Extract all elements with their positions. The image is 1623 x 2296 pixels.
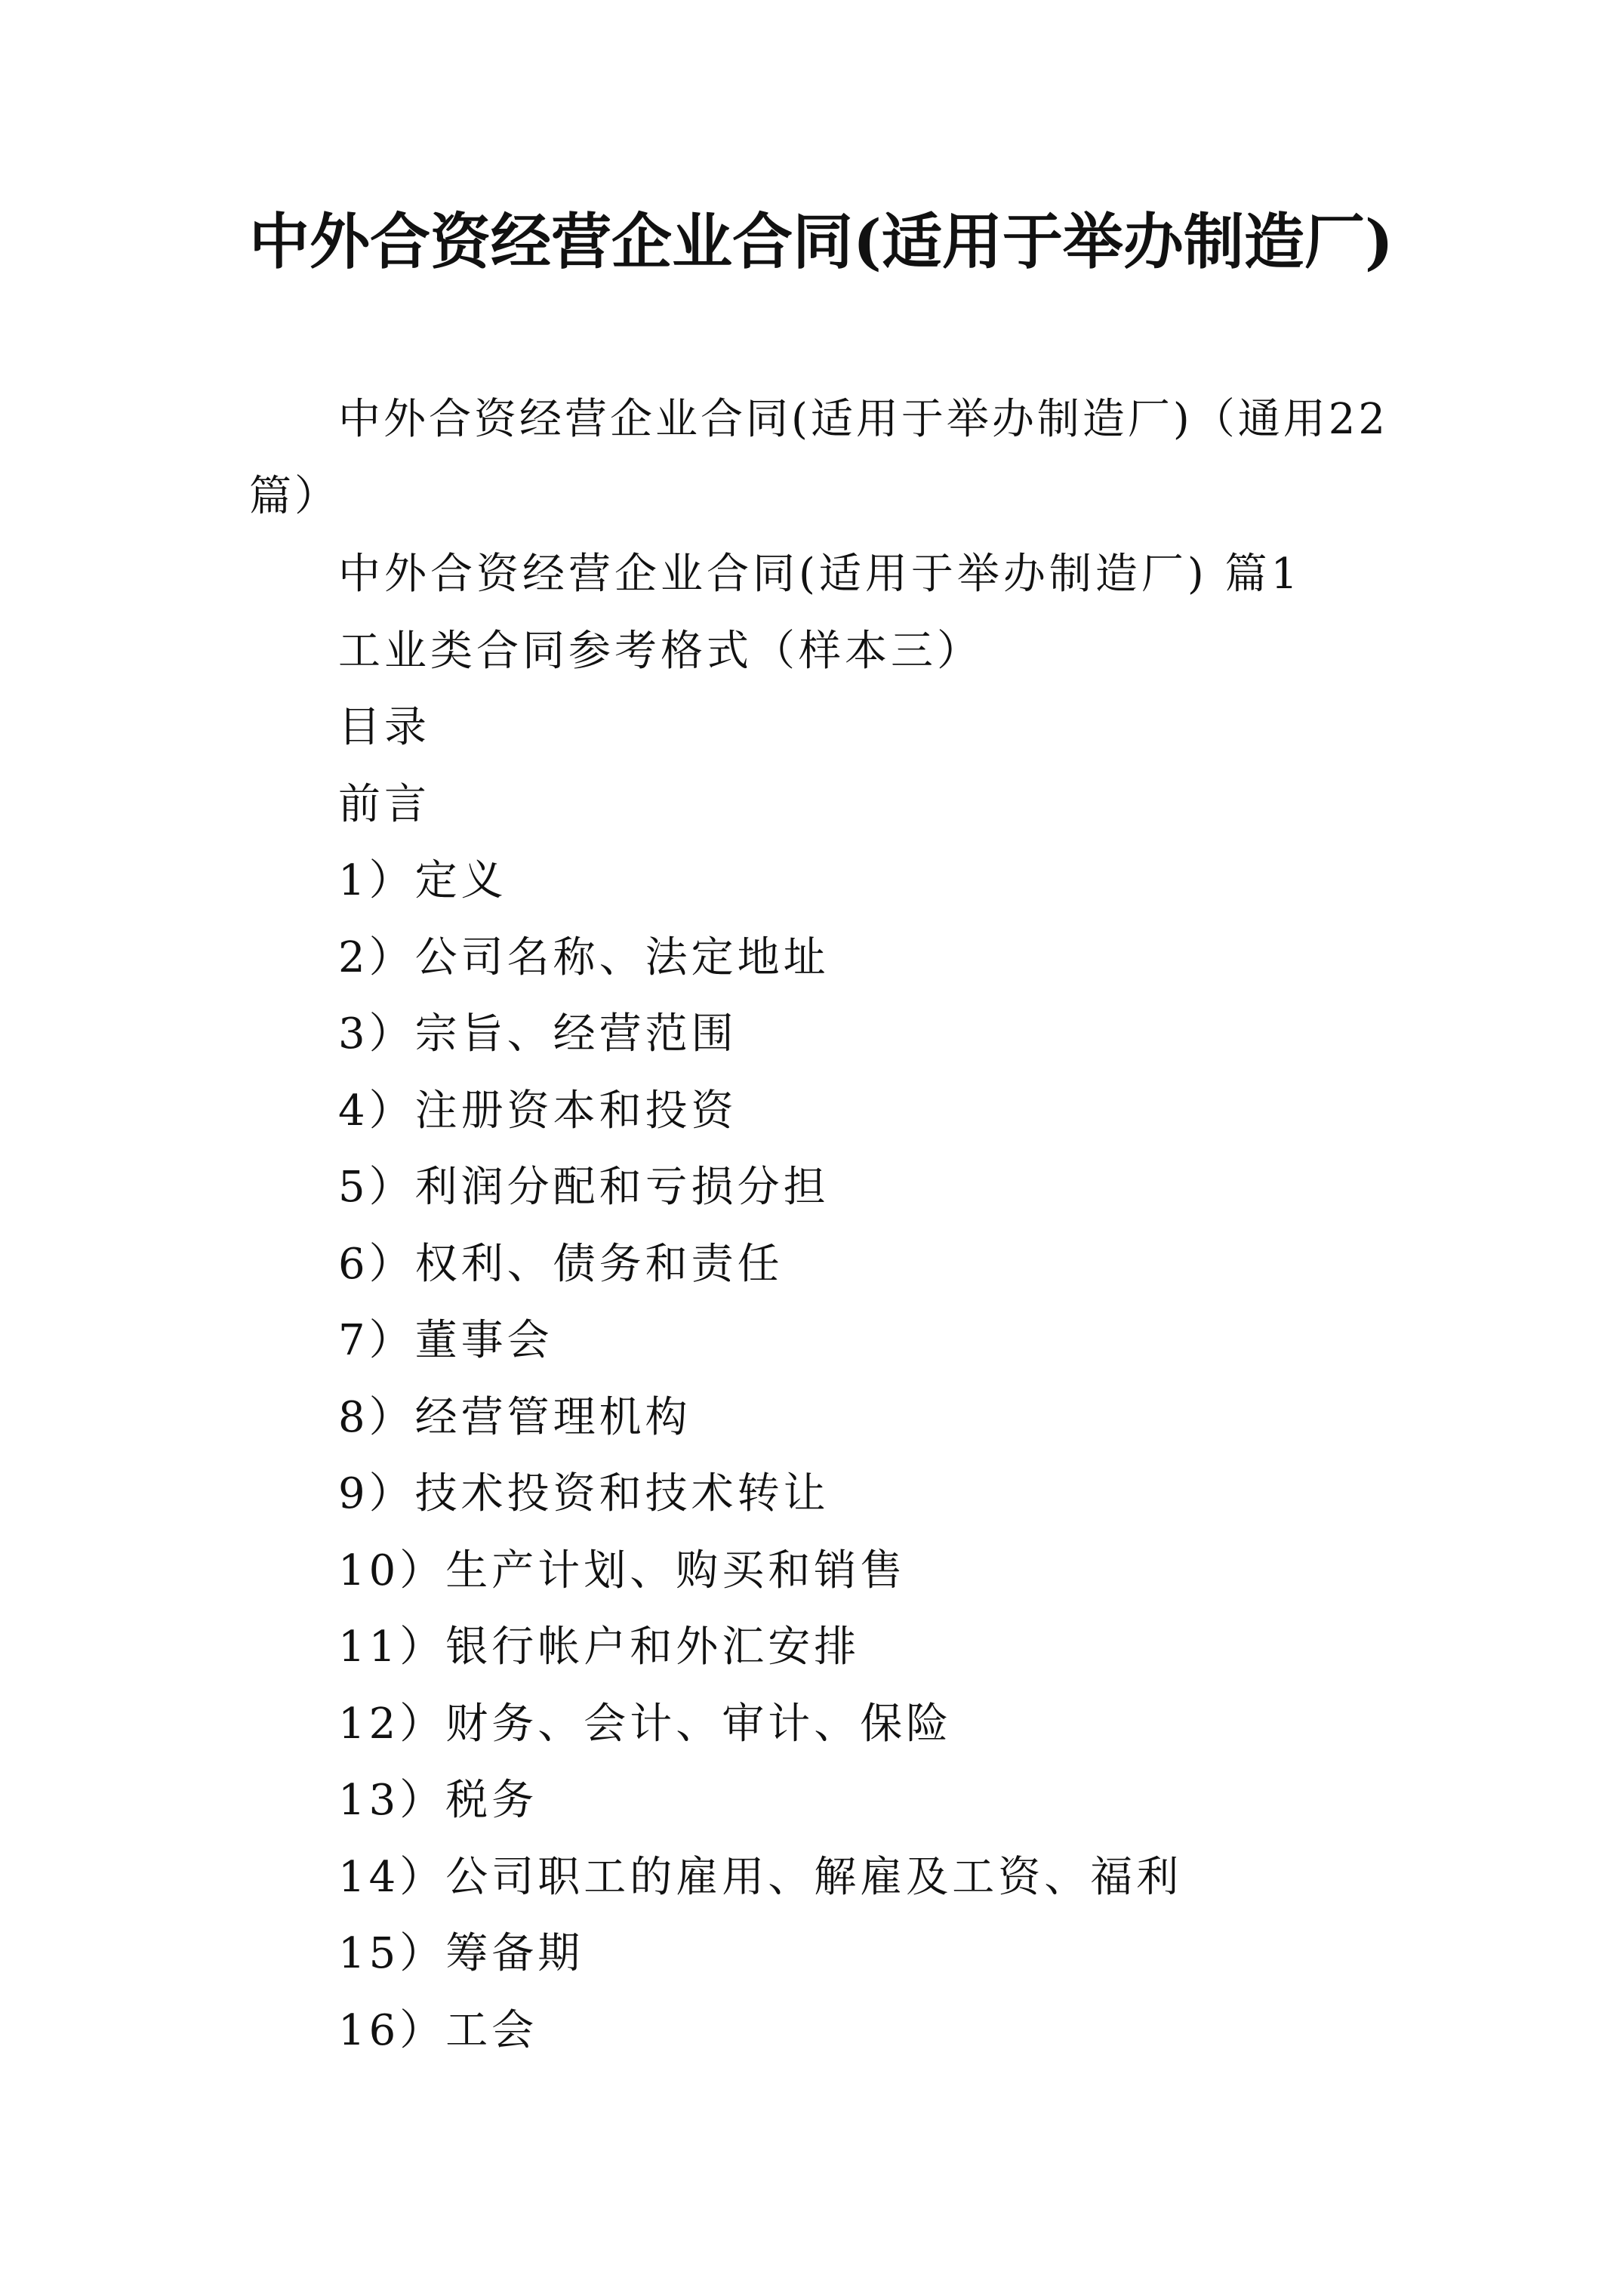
document-title: 中外合资经营企业合同(适用于举办制造厂) xyxy=(249,206,1394,277)
toc-item: 11）银行帐户和外汇安排 xyxy=(338,1623,861,1672)
toc-item: 前言 xyxy=(338,779,430,829)
toc-item: 3）宗旨、经营范围 xyxy=(338,1009,738,1059)
toc-item: 10）生产计划、购买和销售 xyxy=(338,1546,907,1595)
toc-item: 2）公司名称、法定地址 xyxy=(338,932,830,982)
toc-item: 5）利润分配和亏损分担 xyxy=(338,1163,830,1212)
toc-item: 16）工会 xyxy=(338,2005,538,2055)
toc-item: 1）定义 xyxy=(338,856,507,905)
toc-item: 9）技术投资和技术转让 xyxy=(338,1469,830,1518)
toc-item: 8）经营管理机构 xyxy=(338,1392,691,1442)
toc-item: 13）税务 xyxy=(338,1776,538,1825)
toc-item: 14）公司职工的雇用、解雇及工资、福利 xyxy=(338,1852,1183,1902)
toc-item: 6）权利、债务和责任 xyxy=(338,1239,784,1289)
section-heading: 中外合资经营企业合同(适用于举办制造厂) 篇1 xyxy=(338,550,1302,599)
contents-heading: 目录 xyxy=(338,703,430,752)
toc-item: 4）注册资本和投资 xyxy=(338,1086,738,1136)
toc-item: 15）筹备期 xyxy=(338,1929,584,1978)
toc-item: 12）财务、会计、审计、保险 xyxy=(338,1699,953,1749)
toc-item: 7）董事会 xyxy=(338,1316,553,1365)
sample-format-line: 工业类合同参考格式（样本三） xyxy=(338,626,983,676)
document-intro: 中外合资经营企业合同(适用于举办制造厂)（通用22篇） xyxy=(249,395,1388,521)
table-of-contents xyxy=(338,536,1471,2069)
